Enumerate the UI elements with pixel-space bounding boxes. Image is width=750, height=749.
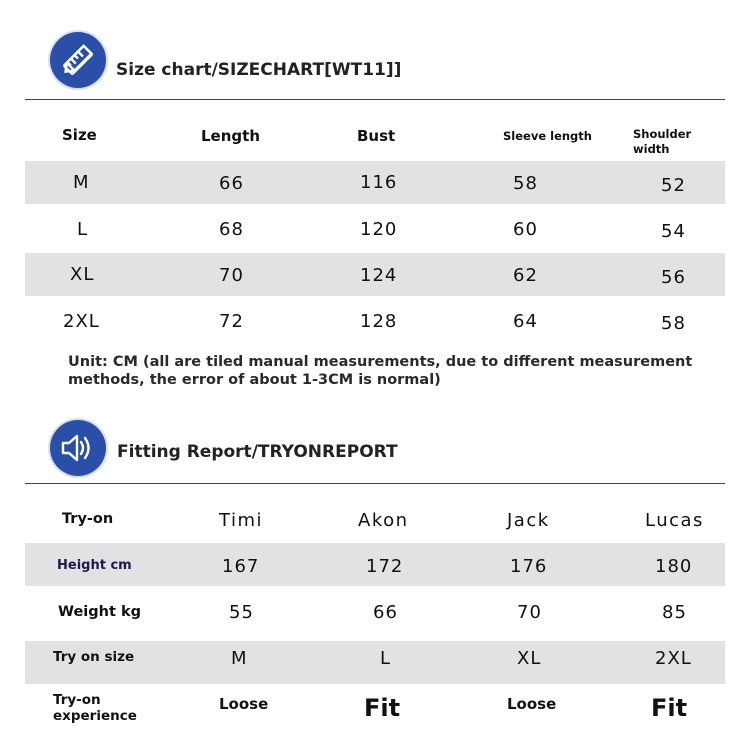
length-cell: 70	[219, 265, 244, 286]
experience-cell: Fit	[364, 694, 401, 722]
shoulder-cell: 52	[661, 175, 686, 196]
ruler-pencil-icon	[50, 32, 106, 88]
bust-cell: 128	[360, 311, 398, 332]
row-label-try-on-size: Try on size	[53, 649, 135, 665]
weight-cell: 55	[229, 602, 254, 623]
fitting-report-divider	[25, 483, 725, 484]
height-cell: 180	[655, 556, 693, 577]
try-on-header: Try-on	[62, 511, 114, 527]
bust-cell: 116	[360, 172, 398, 193]
try-on-size-cell: L	[380, 648, 392, 669]
experience-cell: Loose	[507, 695, 557, 713]
length-cell: 72	[219, 311, 244, 332]
size-chart-divider	[25, 99, 725, 100]
experience-cell: Loose	[219, 695, 269, 713]
sleeve-cell: 60	[513, 219, 538, 240]
person-name: Akon	[358, 510, 409, 531]
size-cell: 2XL	[63, 311, 100, 332]
fitting-report-title: Fitting Report/TRYONREPORT	[117, 442, 398, 462]
experience-cell: Fit	[651, 694, 688, 722]
sleeve-cell: 62	[513, 265, 538, 286]
person-name: Timi	[219, 510, 263, 531]
row-label-weight: Weight kg	[58, 604, 141, 620]
col-header-bust: Bust	[357, 127, 396, 145]
measurement-note: Unit: CM (all are tiled manual measurements, due to different measurement methods, the error of about 1-3CM is normal)	[68, 354, 693, 388]
height-cell: 167	[222, 556, 260, 577]
bust-cell: 124	[360, 265, 398, 286]
col-header-sleeve-length: Sleeve length	[503, 129, 592, 143]
bust-cell: 120	[360, 219, 398, 240]
col-header-length: Length	[201, 127, 260, 145]
person-name: Lucas	[645, 510, 704, 531]
shoulder-cell: 58	[661, 313, 686, 334]
weight-cell: 70	[517, 602, 542, 623]
try-on-size-cell: 2XL	[655, 648, 692, 669]
length-cell: 66	[219, 173, 244, 194]
size-chart-title: Size chart/SIZECHART[WT11]]	[116, 60, 402, 80]
size-cell: XL	[70, 264, 95, 285]
size-cell: L	[77, 219, 89, 240]
try-on-size-cell: XL	[517, 648, 542, 669]
row-label-height: Height cm	[57, 558, 132, 573]
col-header-size: Size	[62, 126, 97, 144]
person-name: Jack	[507, 510, 550, 531]
speaker-icon	[50, 420, 106, 476]
height-cell: 176	[510, 556, 548, 577]
col-header-shoulder-width: Shoulder width	[633, 127, 692, 156]
try-on-size-cell: M	[231, 648, 248, 669]
sleeve-cell: 58	[513, 173, 538, 194]
sleeve-cell: 64	[513, 311, 538, 332]
weight-cell: 66	[373, 602, 398, 623]
row-label-experience: Try-on experience	[53, 692, 137, 724]
length-cell: 68	[219, 219, 244, 240]
shoulder-cell: 56	[661, 267, 686, 288]
height-cell: 172	[366, 556, 404, 577]
weight-cell: 85	[662, 602, 687, 623]
shoulder-cell: 54	[661, 221, 686, 242]
size-cell: M	[73, 172, 90, 193]
